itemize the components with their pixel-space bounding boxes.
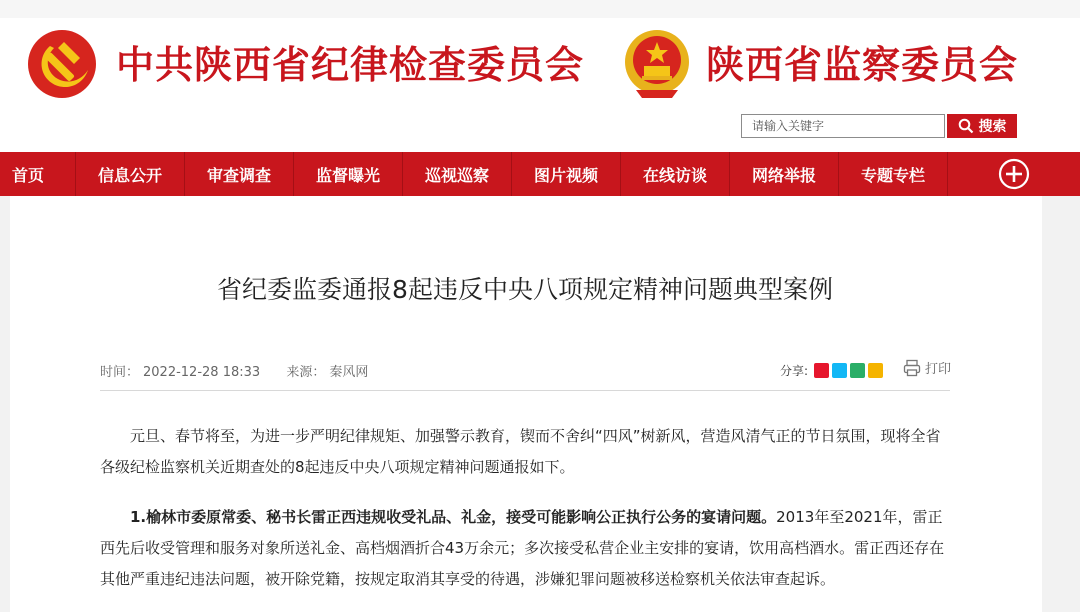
article-source: 秦风网: [329, 365, 369, 380]
weibo-icon[interactable]: [814, 363, 829, 378]
share-bar: [780, 362, 886, 379]
article-meta: [100, 361, 372, 380]
nav-item-investigation[interactable]: 审查调查: [185, 152, 294, 196]
nav-item-supervision-exposure[interactable]: 监督曝光: [294, 152, 403, 196]
national-emblem-icon: [622, 28, 692, 100]
search-button[interactable]: [947, 114, 1017, 138]
share-label: 分享:: [780, 364, 809, 378]
print-label: 打印: [925, 362, 952, 377]
party-emblem-icon: [26, 28, 98, 100]
qzone-icon[interactable]: [868, 363, 883, 378]
nav-item-home[interactable]: 首页: [0, 152, 76, 196]
nav-item-special-topics[interactable]: 专题专栏: [839, 152, 948, 196]
time-label: 时间：: [100, 365, 140, 380]
org-title-cpc: 中共陕西省纪律检查委员会: [116, 42, 585, 87]
qq-icon[interactable]: [832, 363, 847, 378]
org-title-supervision: 陕西省监察委员会: [706, 42, 1019, 87]
add-circle-icon: [998, 158, 1030, 190]
search-button-label: 搜索: [978, 119, 1007, 135]
nav-item-online-interview[interactable]: 在线访谈: [621, 152, 730, 196]
top-strip: [0, 0, 1080, 18]
nav-item-online-report[interactable]: 网络举报: [730, 152, 839, 196]
publish-time: 2022-12-28 18:33: [143, 365, 261, 380]
site-header: [0, 0, 1080, 152]
search-input[interactable]: [741, 114, 945, 138]
article-case-1: [100, 502, 952, 595]
article-title: 省纪委监委通报8起违反中央八项规定精神问题典型案例: [217, 275, 833, 304]
meta-divider: [100, 390, 950, 391]
article-intro: 元旦、春节将至，为进一步严明纪律规矩、加强警示教育，锲而不舍纠“四风”树新风，营造风清气正的节日氛围，现将全省各级纪检监察机关近期查处的8起违反中央八项规定精神问题通报如下。: [100, 427, 941, 476]
nav-item-photo-video[interactable]: 图片视频: [512, 152, 621, 196]
print-button[interactable]: [903, 358, 951, 377]
nav-more-button[interactable]: [948, 152, 1080, 196]
nav-item-info-disclosure[interactable]: 信息公开: [76, 152, 185, 196]
source-label: 来源：: [286, 365, 326, 380]
case-1-heading: 1.榆林市委原常委、秘书长雷正西违规收受礼品、礼金，接受可能影响公正执行公务的宴请问题。: [130, 508, 777, 526]
main-nav: [0, 152, 1080, 196]
case-1-body: 2013年至2021年，雷正西先后收受管理和服务对象所送礼金、高档烟酒折合43万余元；多次接受私营企业主安排的宴请，饮用高档酒水。雷正西还存在其他严重违纪违法问题，被开除党籍，按规定取消其享受的待遇，涉嫌犯罪问题被移送检察机关依法审查起诉。: [100, 508, 945, 588]
search-icon: [958, 118, 974, 134]
nav-item-inspection[interactable]: 巡视巡察: [403, 152, 512, 196]
wechat-icon[interactable]: [850, 363, 865, 378]
printer-icon: [903, 359, 921, 377]
